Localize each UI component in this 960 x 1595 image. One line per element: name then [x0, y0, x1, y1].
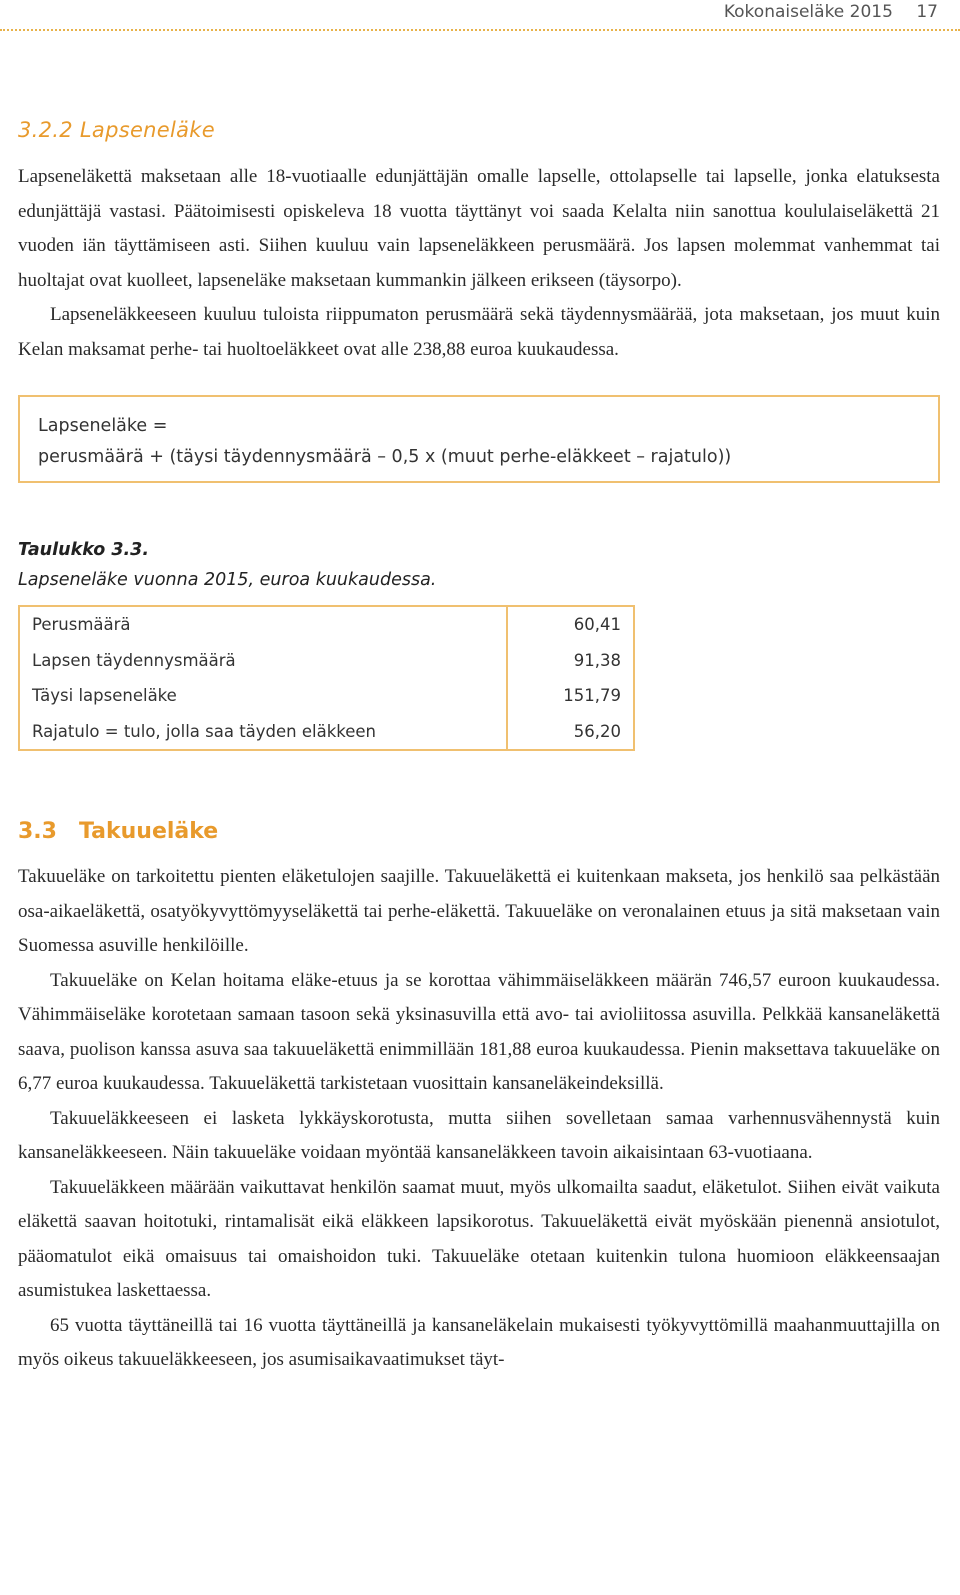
pension-table [18, 605, 635, 751]
row-label: Perusmäärä [19, 606, 507, 643]
row-label: Lapsen täydennysmäärä [19, 643, 507, 679]
body-paragraph: Lapseneläkkeeseen kuuluu tuloista riippumaton perusmäärä sekä täydennysmäärää, jota maksetaan, jos muut kuin Kelan maksamat perhe- tai huoltoeläkkeet ovat alle 238,88 euroa kuukaudessa. [18, 304, 940, 360]
table-row [19, 678, 634, 714]
body-paragraph: Takuueläke on tarkoitettu pienten eläketulojen saajille. Takuueläkettä ei kuitenkaan makseta, jos henkilö saa pelkästään osa-aikaeläkettä, osatyökyvyttömyyseläkettä tai perhe-eläkettä. Takuueläke on veronalainen etuus ja sitä maksetaan vain Suomessa asuville henkilöille. [18, 866, 940, 956]
formula-box [18, 395, 940, 483]
running-header [724, 2, 938, 22]
row-value: 56,20 [573, 721, 621, 741]
page-content [18, 118, 940, 1378]
row-value: 91,38 [573, 650, 621, 670]
header-dotted-rule [0, 29, 960, 31]
row-label: Täysi lapseneläke [19, 678, 507, 714]
table-number: Taulukko 3.3. [18, 540, 150, 560]
running-title: Kokonaiseläke 2015 [723, 2, 893, 22]
body-paragraph: Takuueläkkeeseen ei lasketa lykkäyskorotusta, mutta siihen sovelletaan samaa varhennusvähennystä kuin kansaneläkkeeseen. Näin takuueläke voidaan myöntää kansaneläkkeen tavoin aikaisintaan 63-vuotiaana. [18, 1107, 940, 1163]
formula-line: perusmäärä + (täysi täydennysmäärä – 0,5 x (muut perhe-eläkkeet – rajatulo)) [38, 447, 732, 467]
body-paragraph: Takuueläkkeen määrään vaikuttavat henkilön saamat muut, myös ulkomailta saadut, eläketulot. Siihen eivät vaikuta eläkettä saavan hoitotuki, rintamalisät eikä eläkkeen lapsikorotus. Takuueläkettä eivät myöskään pienennä ansiotulot, pääomatulot eikä omaisuus tai omaishoidon tuki. Takuueläke otetaan kuitenkin tulona huomioon eläkkeensaajan asumistukea laskettaessa. [18, 1176, 940, 1301]
page-number: 17 [916, 2, 938, 22]
formula-line: Lapseneläke = [38, 416, 168, 436]
body-paragraph: 65 vuotta täyttäneillä tai 16 vuotta täyttäneillä ja kansaneläkelain mukaisesti työkyvyttömillä maahanmuuttajilla on myös oikeus takuueläkkeeseen, jos asumisaikavaatimukset täyt- [18, 1314, 940, 1370]
table-row [19, 606, 634, 643]
body-paragraph: Lapseneläkettä maksetaan alle 18-vuotiaalle edunjättäjän omalle lapselle, ottolapselle tai lapselle, jonka elatuksesta edunjättäjä vastasi. Päätoimisesti opiskeleva 18 vuotta täyttänyt voi saada Kelalta niin sanottua koululaiseläkettä 21 vuoden iän täyttämiseen asti. Siihen kuuluu vain lapseneläkkeen perusmäärä. Jos lapsen molemmat vanhemmat tai huoltajat ovat kuolleet, lapseneläke maksetaan kummankin jälkeen erikseen (täysorpo). [18, 166, 940, 291]
row-label: Rajatulo = tulo, jolla saa täyden eläkkeen [19, 714, 507, 751]
section-number: 3.3 [18, 819, 57, 844]
table-caption [18, 535, 940, 595]
section-heading [18, 819, 940, 844]
table-title: Lapseneläke vuonna 2015, euroa kuukaudessa. [18, 570, 437, 590]
subsection-heading: 3.2.2 Lapseneläke [18, 118, 215, 142]
page-header [0, 0, 960, 30]
table-row [19, 714, 634, 751]
row-value: 151,79 [563, 686, 621, 706]
section-title: Takuueläke [78, 819, 219, 844]
row-value: 60,41 [573, 615, 621, 635]
table-row [19, 643, 634, 679]
body-paragraph: Takuueläke on Kelan hoitama eläke-etuus ja se korottaa vähimmäiseläkkeen määrän 746,57 euroon kuukaudessa. Vähimmäiseläke korotetaan samaan tasoon sekä yksinasuvilla että avo- tai avioliitossa asuvilla. Pelkkää kansaneläkettä saava, puolison kanssa asuva saa takuueläkettä enimmillään 181,88 euroa kuukaudessa. Pienin maksettava takuueläke on 6,77 euroa kuukaudessa. Takuueläkettä tarkistetaan vuosittain kansaneläkeindeksillä. [18, 969, 940, 1094]
